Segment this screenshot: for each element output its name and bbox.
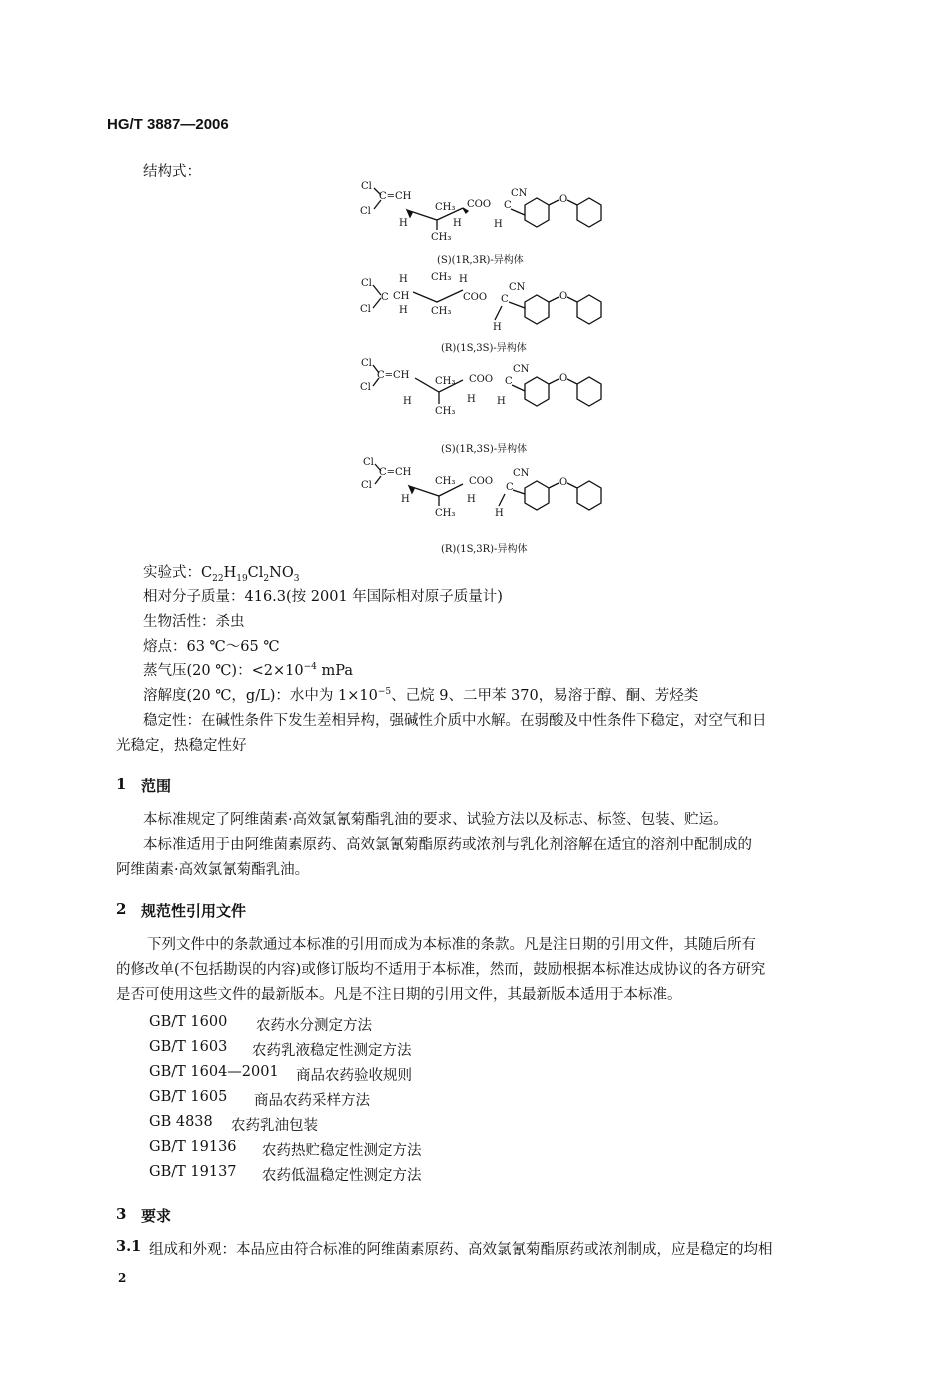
section-3-title: 要求 (141, 1207, 172, 1225)
structure-isomer-2 (355, 268, 625, 334)
atom-c-eq-ch: C=CH (379, 467, 412, 478)
ref-title: 农药热贮稳定性测定方法 (262, 1143, 422, 1159)
ref-code: GB/T 19136 (149, 1139, 237, 1155)
atom-o: O (559, 373, 568, 384)
section-1-number: 1 (116, 775, 127, 793)
atom-cl: Cl (363, 457, 374, 468)
atom-cl: Cl (360, 304, 371, 315)
molecular-weight: 相对分子质量：416.3(按 2001 年国际相对原子质量计) (143, 589, 503, 605)
section-1-title: 范围 (141, 777, 172, 795)
formula-no: NO (269, 565, 294, 581)
atom-ch3: CH₃ (431, 272, 452, 283)
atom-cn: CN (513, 468, 530, 479)
vp-prefix: 蒸气压(20 ℃)：<2×10 (143, 663, 304, 679)
atom-c: C (501, 294, 509, 305)
atom-o: O (559, 291, 568, 302)
atom-h: H (494, 219, 503, 230)
atom-c: C (504, 200, 512, 211)
ref-code: GB 4838 (149, 1114, 213, 1130)
references-paragraph-line-3: 是否可使用这些文件的最新版本。凡是不注日期的引用文件，其最新版本适用于本标准。 (116, 987, 682, 1003)
scope-paragraph-1: 本标准规定了阿维菌素·高效氯氰菊酯乳油的要求、试验方法以及标志、标签、包装、贮运。 (143, 812, 728, 828)
atom-ch3: CH₃ (435, 376, 456, 387)
isomer-caption-3: (S)(1R,3S)-异构体 (441, 444, 528, 455)
stability-line-1: 稳定性：在碱性条件下发生差相异构，强碱性介质中水解。在弱酸及中性条件下稳定，对空气和日 (143, 713, 767, 729)
atom-o: O (559, 477, 568, 488)
ref-code: GB/T 1604—2001 (149, 1064, 279, 1080)
section-3-1-text: 组成和外观：本品应由符合标准的阿维菌素原药、高效氯氰菊酯原药或浓剂制成，应是稳定的均相 (149, 1242, 773, 1258)
atom-cl: Cl (360, 382, 371, 393)
atom-cl: Cl (361, 358, 372, 369)
section-3-1-number: 3.1 (116, 1238, 142, 1255)
ref-code: GB/T 1600 (149, 1014, 228, 1030)
formula-cl-count: 2 (263, 573, 270, 584)
ref-code: GB/T 19137 (149, 1164, 237, 1180)
atom-cn: CN (513, 364, 530, 375)
atom-h: H (399, 274, 408, 285)
section-2-title: 规范性引用文件 (141, 902, 247, 920)
atom-coo: COO (463, 292, 488, 303)
scope-paragraph-2-line-1: 本标准适用于由阿维菌素原药、高效氯氰菊酯原药或浓剂与乳化剂溶解在适宜的溶剂中配制成的 (143, 837, 752, 853)
atom-h: H (399, 218, 408, 229)
formula-cl: Cl (247, 565, 264, 581)
atom-cl: Cl (361, 278, 372, 289)
structure-isomer-4 (355, 454, 625, 520)
atom-cn: CN (509, 282, 526, 293)
atom-h: H (493, 322, 502, 333)
atom-h: H (467, 494, 476, 505)
atom-ch-dash: CH (393, 291, 410, 302)
ref-code: GB/T 1605 (149, 1089, 228, 1105)
formula-h: H (223, 565, 237, 581)
melting-point: 熔点：63 ℃～65 ℃ (143, 639, 280, 655)
structure-label: 结构式： (143, 164, 201, 180)
ref-title: 商品农药验收规则 (296, 1068, 412, 1084)
atom-coo: COO (467, 199, 492, 210)
atom-ch3: CH₃ (435, 406, 456, 417)
ref-title: 农药乳液稳定性测定方法 (252, 1043, 412, 1059)
formula-line (143, 561, 299, 584)
atom-c: C (381, 292, 389, 303)
atom-ch3: CH₃ (435, 202, 456, 213)
references-paragraph-line-2: 的修改单(不包括勘误的内容)或修订版均不适用于本标准，然而，鼓励根据本标准达成协议的各方研究 (116, 962, 766, 978)
formula-h-count: 19 (236, 573, 248, 584)
sol-exponent: −5 (377, 687, 392, 698)
isomer-caption-4: (R)(1S,3R)-异构体 (441, 544, 528, 555)
page-number: 2 (118, 1271, 127, 1285)
vp-exponent: −4 (303, 662, 317, 673)
atom-coo: COO (469, 374, 494, 385)
structure-isomer-3 (355, 352, 625, 418)
atom-c-eq-ch: C=CH (379, 191, 412, 202)
ref-title: 农药水分测定方法 (256, 1018, 372, 1034)
atom-ch3: CH₃ (435, 508, 456, 519)
standard-number: HG/T 3887—2006 (107, 116, 229, 133)
atom-o: O (559, 194, 568, 205)
structure-isomer-1 (355, 178, 625, 244)
atom-ch3: CH₃ (435, 476, 456, 487)
formula-c: C (201, 565, 213, 581)
vapor-pressure (143, 659, 353, 680)
atom-cl: Cl (360, 206, 371, 217)
formula-label: 实验式： (143, 565, 201, 581)
sol-rest: 、己烷 9、二甲苯 370，易溶于醇、酮、芳烃类 (391, 688, 699, 704)
formula-o-count: 3 (293, 573, 300, 584)
atom-h: H (497, 396, 506, 407)
atom-cn: CN (511, 188, 528, 199)
ref-title: 商品农药采样方法 (254, 1093, 370, 1109)
atom-c: C (506, 482, 514, 493)
stability-line-2: 光稳定，热稳定性好 (116, 738, 247, 754)
ref-code: GB/T 1603 (149, 1039, 228, 1055)
scope-paragraph-2-line-2: 阿维菌素·高效氯氰菊酯乳油。 (116, 862, 310, 878)
atom-ch3: CH₃ (431, 232, 452, 243)
atom-c: C (505, 376, 513, 387)
atom-c-eq-ch: C=CH (377, 370, 410, 381)
ref-title: 农药低温稳定性测定方法 (262, 1168, 422, 1184)
atom-h: H (459, 274, 468, 285)
section-3-number: 3 (116, 1205, 127, 1223)
isomer-caption-2: (R)(1S,3S)-异构体 (441, 343, 527, 354)
references-paragraph-line-1: 下列文件中的条款通过本标准的引用而成为本标准的条款。凡是注日期的引用文件，其随后所有 (147, 937, 756, 953)
atom-h: H (401, 494, 410, 505)
atom-h: H (399, 305, 408, 316)
atom-cl: Cl (361, 480, 372, 491)
atom-ch3: CH₃ (431, 306, 452, 317)
formula-c-count: 22 (212, 573, 224, 584)
bio-activity: 生物活性：杀虫 (143, 614, 245, 630)
atom-h: H (403, 396, 412, 407)
vp-unit: mPa (316, 663, 353, 679)
atom-h: H (467, 394, 476, 405)
section-2-number: 2 (116, 900, 127, 918)
atom-h: H (453, 218, 462, 229)
isomer-caption-1: (S)(1R,3R)-异构体 (437, 255, 524, 266)
atom-cl: Cl (361, 181, 372, 192)
solubility (143, 684, 698, 705)
sol-prefix: 溶解度(20 ℃，g/L)：水中为 1×10 (143, 688, 378, 704)
atom-coo: COO (469, 476, 494, 487)
ref-title: 农药乳油包装 (231, 1118, 318, 1134)
atom-h: H (495, 508, 504, 519)
